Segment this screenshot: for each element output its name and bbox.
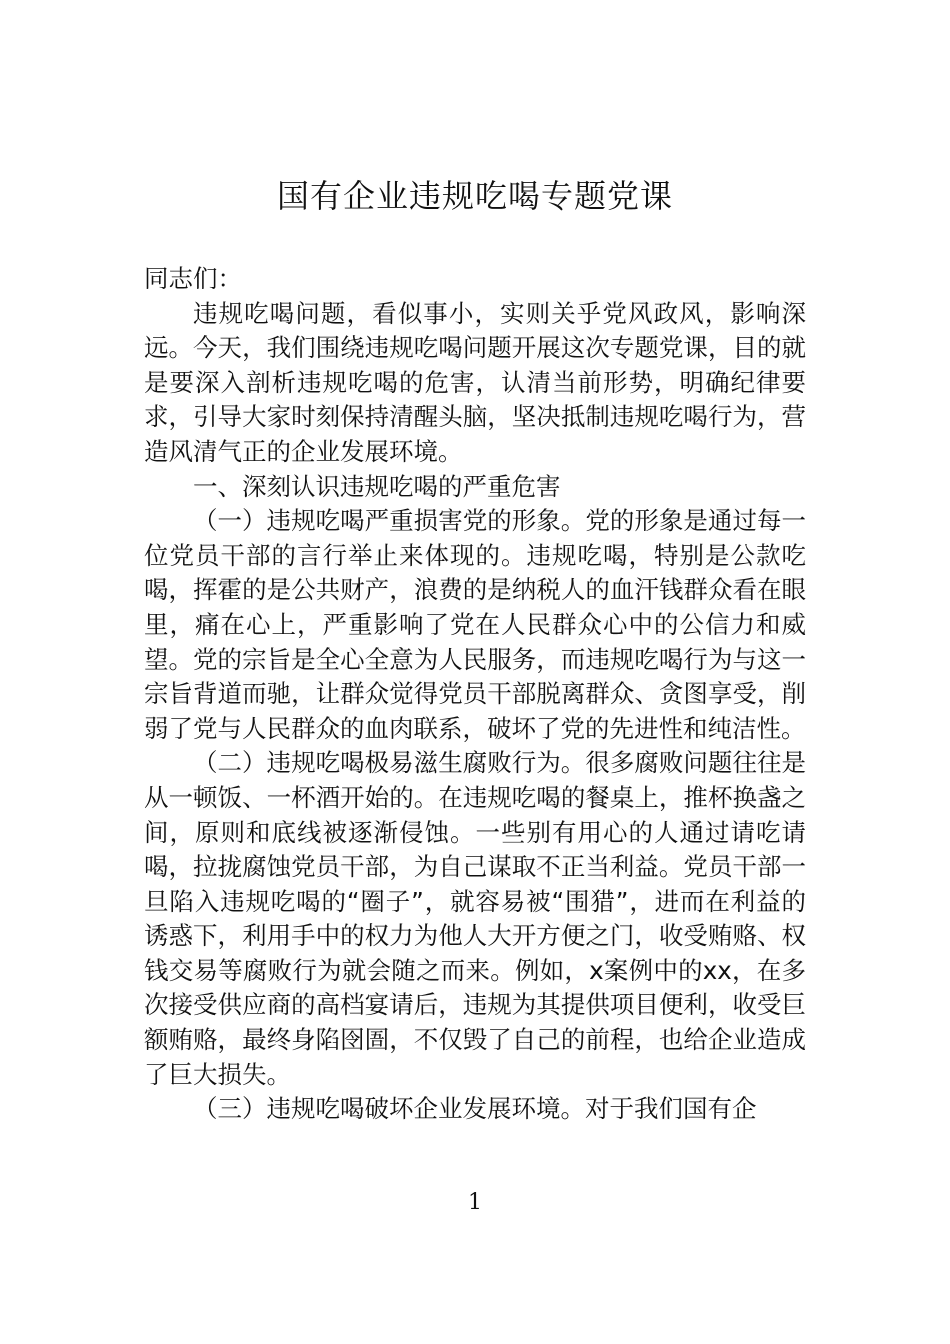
page-number: 1 bbox=[468, 1190, 482, 1215]
document-title: 国有企业违规吃喝专题党课 bbox=[276, 177, 673, 215]
paragraph-subsection-2: （二）违规吃喝极易滋生腐败行为。很多腐败问题往往是从一顿饭、一杯酒开始的。在违规吃喝的餐桌上，推杯换盏之间，原则和底线被逐渐侵蚀。一些别有用心的人通过请吃请喝，拉拢腐蚀党员干部，为自己谋取不正当利益。党员干部一旦陷入违规吃喝的“圈子”，就容易被“围猎”，进而在利益的诱惑下，利用手中的权力为他人大开方便之门，收受贿赂、权钱交易等腐败行为就会随之而来。例如，x案例中的xx，在多次接受供应商的高档宴请后，违规为其提供项目便利，收受巨额贿赂，最终身陷囹圄，不仅毁了自己的前程，也给企业造成了巨大损失。 bbox=[144, 748, 806, 1089]
section-heading-1: 一、深刻认识违规吃喝的严重危害 bbox=[193, 471, 561, 501]
salutation: 同志们： bbox=[144, 264, 242, 293]
paragraph-subsection-3: （三）违规吃喝破坏企业发展环境。对于我们国有企 bbox=[193, 1094, 757, 1124]
paragraph-subsection-1: （一）违规吃喝严重损害党的形象。党的形象是通过每一位党员干部的言行举止来体现的。违规吃喝，特别是公款吃喝，挥霍的是公共财产，浪费的是纳税人的血汗钱群众看在眼里，痛在心上，严重影响了党在人民群众心中的公信力和威望。党的宗旨是全心全意为人民服务，而违规吃喝行为与这一宗旨背道而驰，让群众觉得党员干部脱离群众、贪图享受，削弱了党与人民群众的血肉联系，破坏了党的先进性和纯洁性。 bbox=[144, 506, 806, 743]
document-body bbox=[144, 262, 806, 1127]
intro-paragraph: 违规吃喝问题，看似事小，实则关乎党风政风，影响深远。今天，我们围绕违规吃喝问题开展这次专题党课，目的就是要深入剖析违规吃喝的危害，认清当前形势，明确纪律要求，引导大家时刻保持清醒头脑，坚决抵制违规吃喝行为，营造风清气正的企业发展环境。 bbox=[144, 298, 806, 466]
